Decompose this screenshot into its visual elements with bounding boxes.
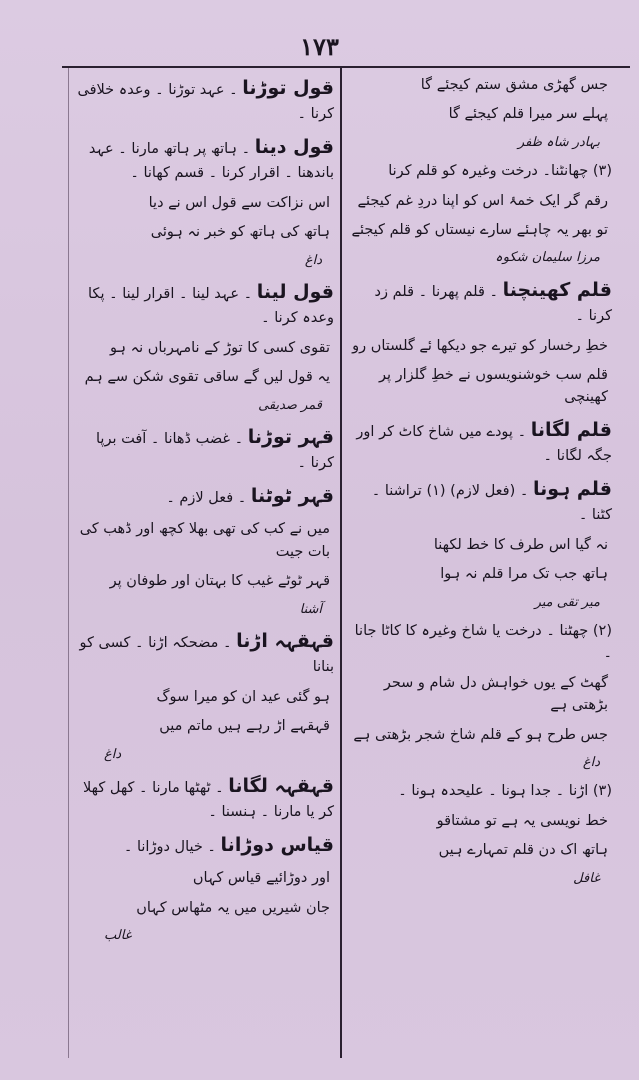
verse-line: ہاتھ اک دن قلم تمہارے ہیں: [438, 842, 608, 859]
entry-definition: [76, 133, 334, 185]
entry-definition: [76, 74, 334, 126]
verse-line: جس گھڑی مشق ستم کیجئے گا: [420, 77, 608, 93]
left-margin-line: [68, 68, 69, 1058]
entry-headword: قلم ہونا: [532, 477, 612, 500]
poet-attribution: میر تقی میر: [534, 594, 600, 610]
sense-text: (۳) چھانٹنا۔ درخت وغیرہ کو قلم کرنا: [388, 163, 612, 180]
verse-line: رقم گر ایک خمۂ اس کو اپنا دردِ غم کیجئے: [357, 192, 608, 209]
sense-text: (۲) چھٹنا ۔ درخت یا شاخ وغیرہ کا کاٹا جانا ۔: [354, 622, 612, 662]
sense-text: (۳) اڑنا ۔ جدا ہونا ۔ علیحدہ ہونا ۔: [398, 783, 612, 800]
verse-line: قلم سب خوشنویسوں نے خطِ گلزار پر کھینچی: [378, 367, 608, 406]
verse-line: تو بھر یہ چاہئے سارے نیستاں کو قلم کیجئے: [351, 222, 608, 239]
poet-attribution: داغ: [104, 746, 122, 762]
entry-headword: قلم لگانا: [530, 418, 612, 441]
top-rule: [62, 66, 630, 68]
entry-meaning: ۔ (فعل لازم) (۱) تراشنا ۔ کٹنا ۔: [371, 482, 612, 524]
entry-definition: [76, 831, 334, 860]
left-column: [76, 74, 334, 953]
verse-line: پہلے سر میرا قلم کیجئے گا: [448, 106, 608, 123]
entry-definition: [350, 416, 612, 468]
entry-definition: [350, 475, 612, 527]
poet-attribution: غالب: [104, 928, 132, 944]
poet-attribution: غافل: [573, 870, 600, 886]
verse-line: ہاتھ کی ہاتھ کو خبر نہ ہوئی: [150, 224, 330, 241]
entry-headword: قیاس دوڑانا: [220, 833, 334, 856]
verse-line: خط نویسی یہ ہے تو مشتاقو: [436, 812, 608, 829]
entry-meaning: ۔ پودے میں شاخ کاٹ کر اور جگہ لگانا ۔: [356, 423, 612, 465]
poet-attribution: داغ: [582, 755, 600, 771]
entry-meaning: ۔ ٹھٹھا مارنا ۔ کھل کھلا کر یا مارنا ۔ ہنسنا ۔: [82, 779, 334, 821]
verse-line: اس نزاکت سے قول اس نے دیا: [148, 194, 330, 211]
entry-headword: قول لینا: [256, 280, 334, 303]
verse-line: گھٹ کے یوں خواہش دل شام و سحر بڑھتی ہے: [383, 674, 608, 714]
verse-line: نہ گیا اس طرف کا خط لکھنا: [433, 536, 608, 553]
verse-line: یہ قول لیں گے ساقی تقوی شکن سے ہم: [84, 369, 330, 386]
entry-meaning: ۔ قلم پھرنا ۔ قلم زد کرنا ۔: [374, 283, 612, 325]
entry-meaning: ۔ فعل لازم ۔: [166, 489, 251, 506]
entry-meaning: ۔ ہاتھ پر ہاتھ مارنا ۔ عہد باندھنا ۔ اقرار کرنا ۔ قسم کھانا ۔: [88, 140, 334, 182]
verse-line: جس طرح ہو کے قلم شاخ شجر بڑھتی ہے: [353, 726, 608, 743]
entry-meaning: ۔ عہد لینا ۔ اقرار لینا ۔ پکا وعدہ کرنا ۔: [88, 285, 334, 327]
column-divider: [340, 68, 342, 1058]
entry-definition: [76, 627, 334, 679]
entry-headword: قہر ٹوٹنا: [250, 484, 334, 507]
verse-line: ہو گئی عید ان کو میرا سوگ: [156, 688, 330, 705]
poet-attribution: قمر صدیقی: [258, 397, 322, 413]
page-number: ۱۷۳: [300, 32, 339, 61]
entry-definition: [76, 423, 334, 475]
poet-attribution: داغ: [304, 252, 322, 268]
verse-line: خطِ رخسار کو تیرے جو دیکھا ئے گلستاں رو: [352, 337, 608, 354]
entry-headword: قول دینا: [254, 135, 334, 158]
entry-headword: قہقہہ اڑنا: [236, 629, 334, 652]
verse-line: قہر ٹوٹے غیب کا بہتان اور طوفان پر: [109, 573, 330, 590]
entry-definition: [76, 278, 334, 330]
verse-line: اور دوڑائیے قیاس کہاں: [192, 870, 330, 887]
poet-attribution: بہادر شاہ ظفر: [517, 134, 600, 150]
verse-line: قہقہے اڑ رہے ہیں ماتم میں: [159, 718, 330, 735]
entry-meaning: ۔ عہد توڑنا ۔ وعدہ خلافی کرنا ۔: [77, 82, 334, 123]
entry-definition: [76, 482, 334, 511]
poet-attribution: آشنا: [299, 601, 322, 617]
entry-headword: قلم کھینچنا: [502, 278, 612, 301]
entry-headword: قہقہہ لگانا: [228, 774, 334, 797]
verse-line: ہاتھ جب تک مرا قلم نہ ہوا: [440, 566, 608, 583]
entry-meaning: ۔ مضحکہ اڑنا ۔ کسی کو بنانا: [79, 634, 334, 676]
verse-line: تقوی کسی کا توڑ کے نامہرباں نہ ہو: [110, 339, 330, 356]
verse-line: جان شیریں میں یہ مٹھاس کہاں: [136, 899, 330, 916]
verse-line: میں نے کب کی تھی بھلا کچھ اور ڈھب کی بات جیت: [79, 521, 330, 560]
entry-headword: قہر توڑنا: [247, 425, 334, 448]
poet-attribution: مرزا سلیمان شکوہ: [495, 250, 600, 266]
right-column: [350, 74, 612, 896]
entry-definition: [76, 772, 334, 824]
entry-meaning: ۔ غضب ڈھانا ۔ آفت برپا کرنا ۔: [96, 430, 334, 472]
entry-headword: قول توڑنا: [242, 77, 334, 99]
entry-meaning: ۔ خیال دوڑانا ۔: [123, 838, 221, 855]
entry-definition: [350, 276, 612, 328]
